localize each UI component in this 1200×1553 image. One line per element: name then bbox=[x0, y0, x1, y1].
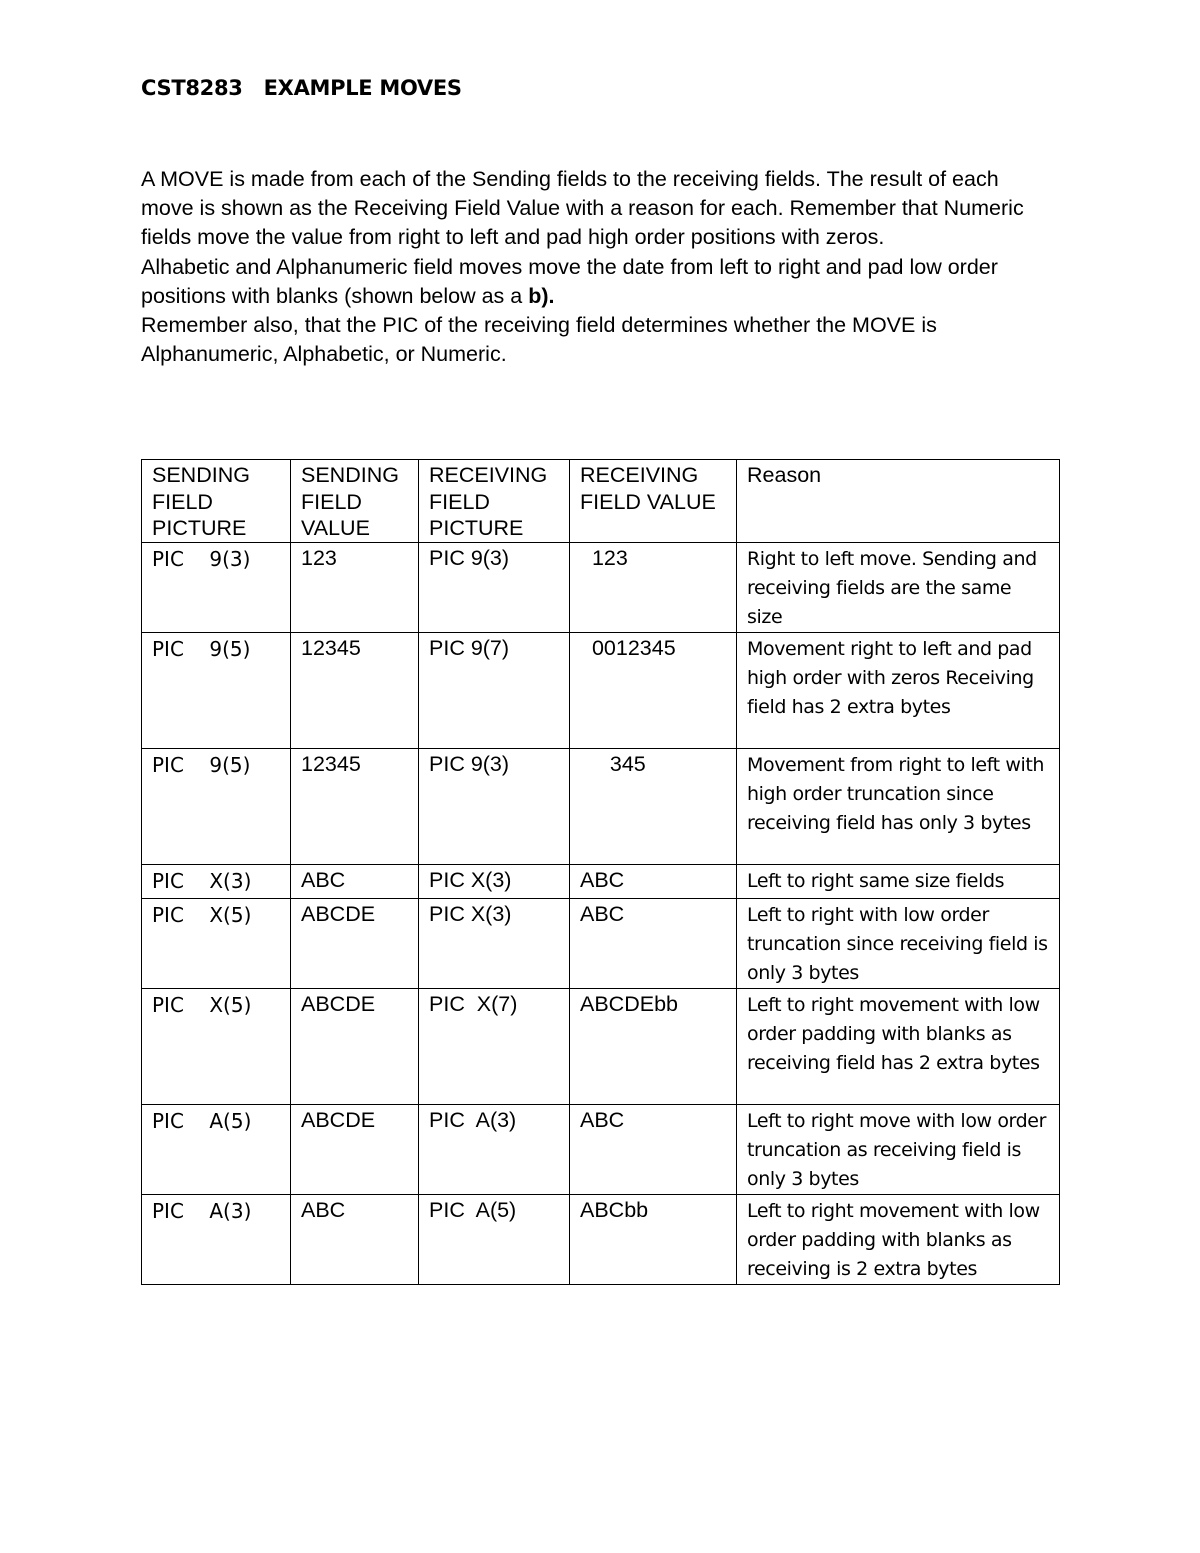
receiving-value: ABC bbox=[570, 898, 737, 988]
sending-value: ABC bbox=[291, 864, 419, 898]
receiving-value: ABCbb bbox=[570, 1194, 737, 1284]
sending-value: 12345 bbox=[291, 632, 419, 748]
receiving-picture: PIC A(3) bbox=[419, 1104, 570, 1194]
table-row bbox=[142, 898, 1060, 988]
receiving-picture: PIC 9(7) bbox=[419, 632, 570, 748]
sending-picture: PIC X(5) bbox=[142, 898, 291, 988]
intro-paragraph-numeric: A MOVE is made from each of the Sending fields to the receiving fields. The result of each move is shown as the Receiving Field Value with a reason for each. Remember that Numeric fields move the value from right to left and pad high order positions with zeros. bbox=[141, 167, 1024, 250]
header-receiving-field-value: RECEIVING FIELD VALUE bbox=[570, 460, 737, 543]
header-receiving-field-picture: RECEIVING FIELD PICTURE bbox=[419, 460, 570, 543]
intro-paragraph-alpha bbox=[141, 253, 1041, 311]
receiving-picture: PIC 9(3) bbox=[419, 748, 570, 864]
table-row bbox=[142, 542, 1060, 632]
receiving-picture: PIC A(5) bbox=[419, 1194, 570, 1284]
reason: Left to right movement with low order padding with blanks as receiving is 2 extra bytes bbox=[737, 1194, 1060, 1284]
sending-picture: PIC X(3) bbox=[142, 864, 291, 898]
sending-value: ABCDE bbox=[291, 1104, 419, 1194]
receiving-value: 0012345 bbox=[570, 632, 737, 748]
table-header-row bbox=[142, 460, 1060, 543]
sending-value: ABCDE bbox=[291, 898, 419, 988]
table-row bbox=[142, 1104, 1060, 1194]
sending-picture: PIC A(3) bbox=[142, 1194, 291, 1284]
page-title: CST8283 EXAMPLE MOVES bbox=[141, 76, 462, 100]
intro-alpha-text: Alhabetic and Alphanumeric field moves move the date from left to right and pad low order positions with blanks (shown below as a bbox=[141, 254, 998, 308]
receiving-value: 123 bbox=[570, 542, 737, 632]
receiving-picture: PIC X(3) bbox=[419, 864, 570, 898]
sending-picture: PIC 9(5) bbox=[142, 632, 291, 748]
sending-picture: PIC A(5) bbox=[142, 1104, 291, 1194]
header-reason: Reason bbox=[737, 460, 1060, 543]
receiving-picture: PIC X(7) bbox=[419, 988, 570, 1104]
sending-value: 12345 bbox=[291, 748, 419, 864]
reason: Left to right same size fields bbox=[737, 864, 1060, 898]
sending-value: ABC bbox=[291, 1194, 419, 1284]
blank-symbol: b). bbox=[528, 283, 555, 308]
header-sending-field-picture: SENDING FIELD PICTURE bbox=[142, 460, 291, 543]
reason: Right to left move. Sending and receiving fields are the same size bbox=[737, 542, 1060, 632]
receiving-picture: PIC 9(3) bbox=[419, 542, 570, 632]
receiving-picture: PIC X(3) bbox=[419, 898, 570, 988]
reason: Left to right move with low order truncation as receiving field is only 3 bytes bbox=[737, 1104, 1060, 1194]
reason: Left to right movement with low order padding with blanks as receiving field has 2 extra bytes bbox=[737, 988, 1060, 1104]
example-moves-table bbox=[141, 459, 1060, 1285]
header-sending-field-value: SENDING FIELD VALUE bbox=[291, 460, 419, 543]
reason: Movement from right to left with high order truncation since receiving field has only 3 bytes bbox=[737, 748, 1060, 864]
table-row bbox=[142, 632, 1060, 748]
intro-paragraph-pic: Remember also, that the PIC of the receiving field determines whether the MOVE is Alphanumeric, Alphabetic, or Numeric. bbox=[141, 313, 937, 367]
table-row bbox=[142, 1194, 1060, 1284]
receiving-value: ABC bbox=[570, 1104, 737, 1194]
reason: Left to right with low order truncation since receiving field is only 3 bytes bbox=[737, 898, 1060, 988]
reason: Movement right to left and pad high order with zeros Receiving field has 2 extra bytes bbox=[737, 632, 1060, 748]
sending-picture: PIC 9(5) bbox=[142, 748, 291, 864]
receiving-value: ABCDEbb bbox=[570, 988, 737, 1104]
receiving-value: 345 bbox=[570, 748, 737, 864]
table-row bbox=[142, 748, 1060, 864]
intro-text bbox=[141, 165, 1041, 369]
sending-picture: PIC 9(3) bbox=[142, 542, 291, 632]
table-row bbox=[142, 988, 1060, 1104]
sending-picture: PIC X(5) bbox=[142, 988, 291, 1104]
sending-value: ABCDE bbox=[291, 988, 419, 1104]
sending-value: 123 bbox=[291, 542, 419, 632]
receiving-value: ABC bbox=[570, 864, 737, 898]
table-row bbox=[142, 864, 1060, 898]
